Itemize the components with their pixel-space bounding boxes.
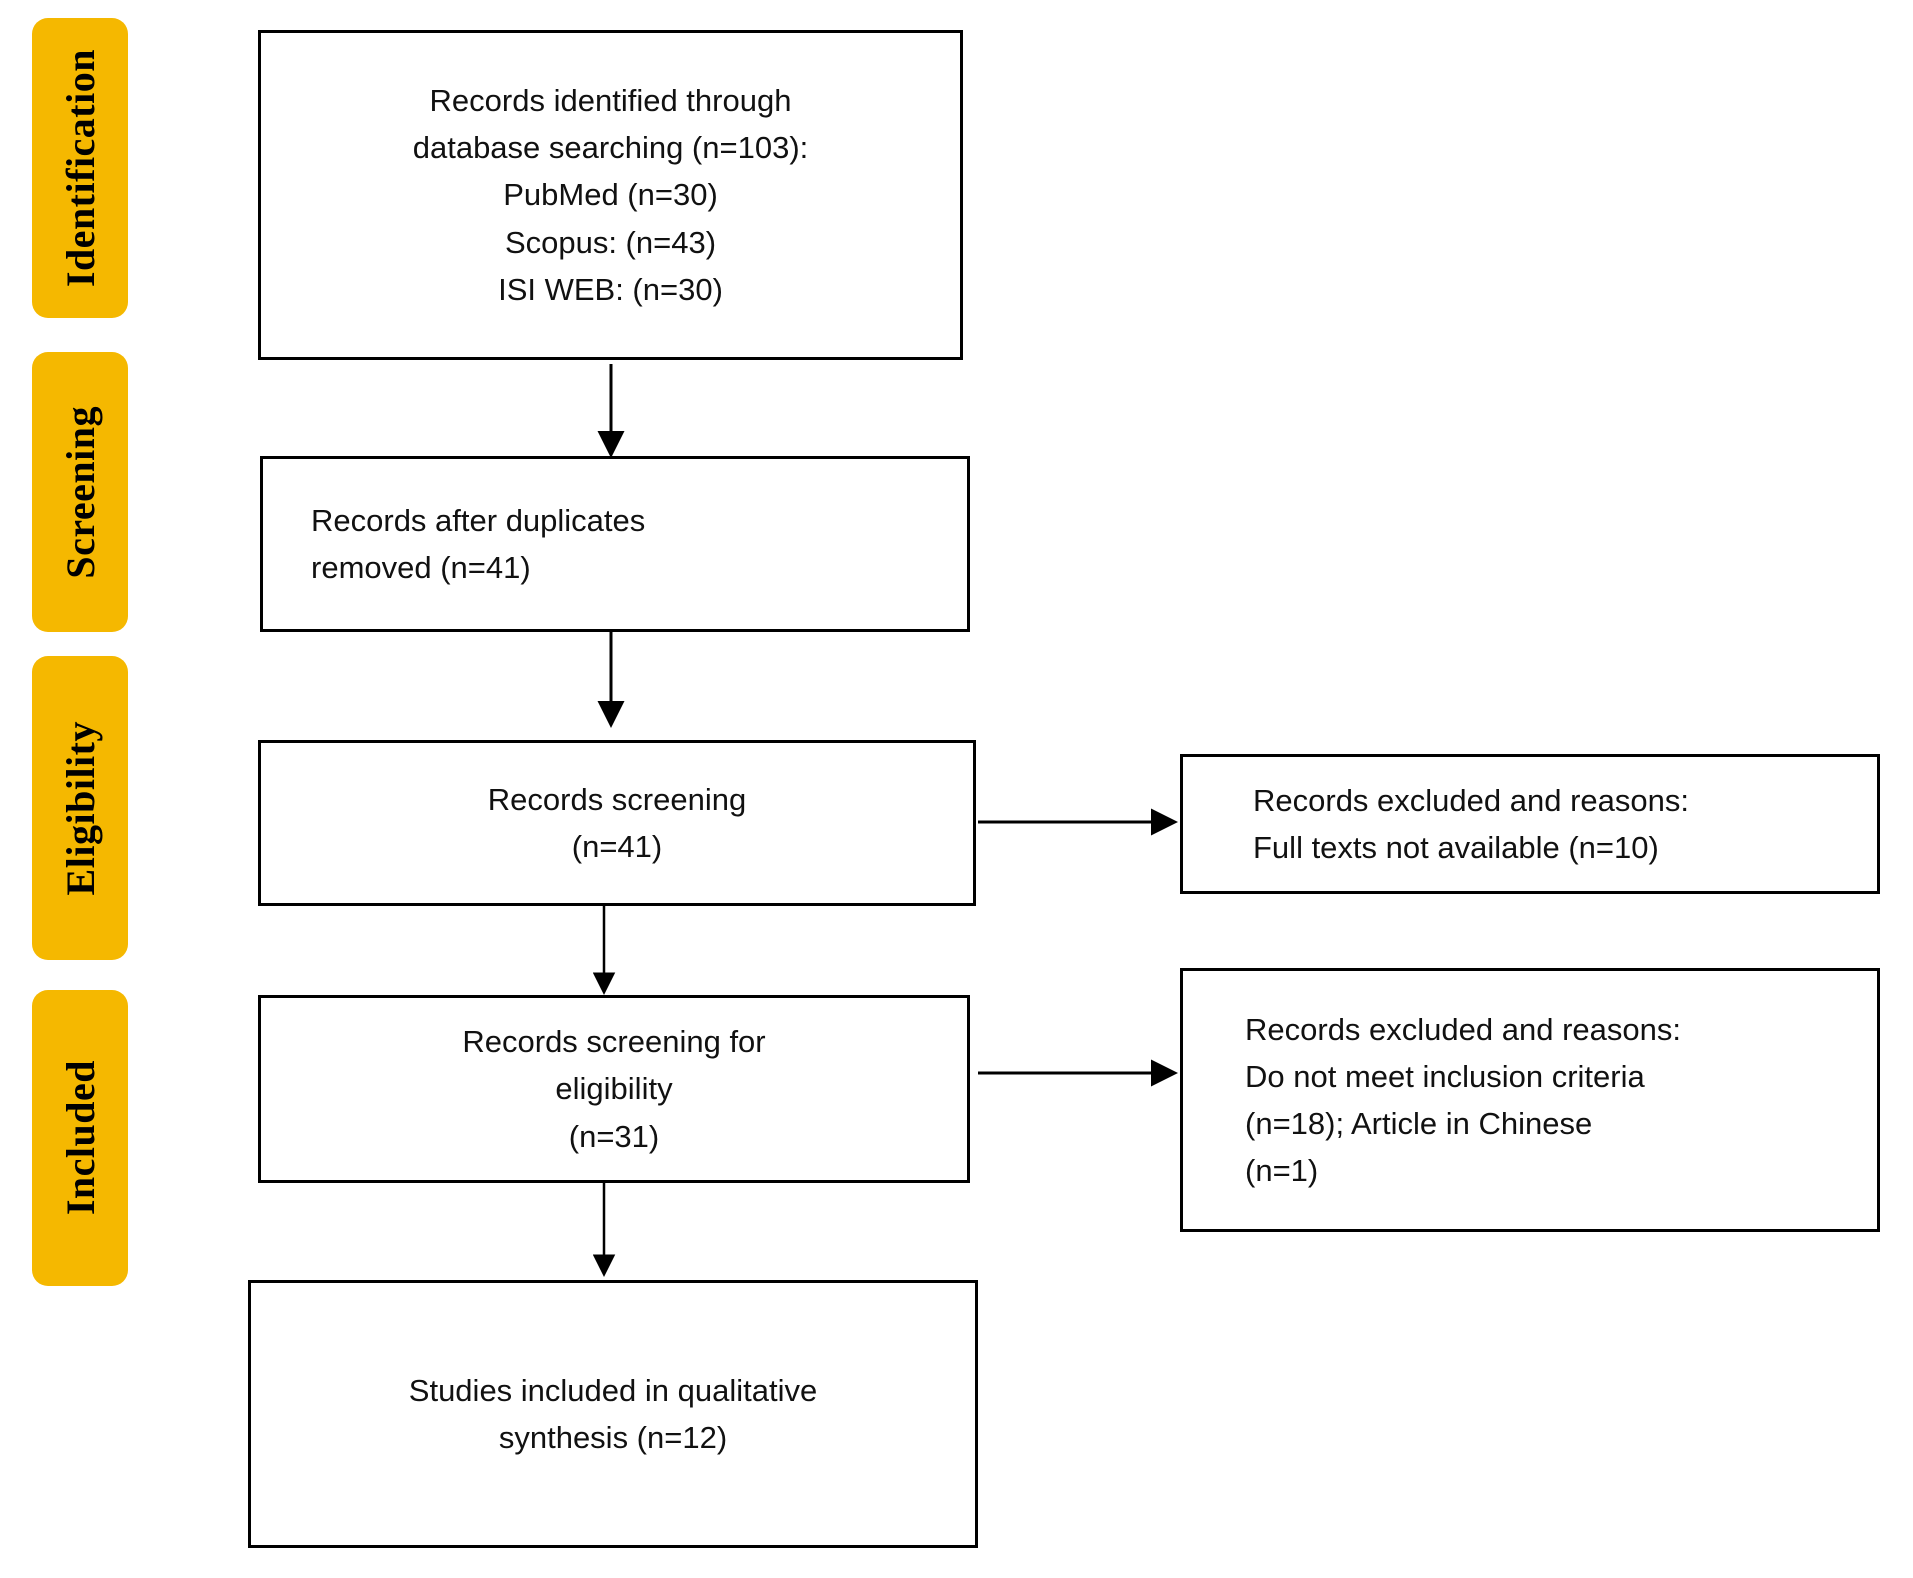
stage-label-eligibility (32, 656, 128, 960)
records-screening-line-2: (n=41) (571, 829, 663, 864)
duplicates-removed-line-1: Records after duplicates (311, 502, 646, 538)
excluded-criteria-line-4: (n=1) (1245, 1153, 1319, 1189)
excluded-criteria-line-2: Do not meet inclusion criteria (1245, 1058, 1645, 1094)
excluded-criteria-box (1180, 968, 1880, 1232)
duplicates-removed-box (260, 456, 970, 632)
identification-line-4: Scopus: (n=43) (504, 224, 717, 260)
stage-label-screening-text: Screening (57, 405, 103, 579)
eligibility-screening-line-1: Records screening for (462, 1024, 766, 1060)
eligibility-screening-box (258, 995, 970, 1183)
records-screening-box (258, 740, 976, 906)
stage-label-eligibility-text: Eligibility (57, 720, 103, 896)
included-studies-line-1: Studies included in qualitative (408, 1372, 818, 1408)
stage-label-included (32, 990, 128, 1286)
stage-label-identification (32, 18, 128, 318)
included-studies-line-2: synthesis (n=12) (498, 1420, 728, 1455)
stage-label-screening (32, 352, 128, 632)
included-studies-box (248, 1280, 978, 1548)
eligibility-screening-line-3: (n=31) (568, 1118, 660, 1154)
identification-line-2: database searching (n=103): (412, 130, 809, 166)
stage-label-included-text: Included (57, 1060, 103, 1216)
excluded-full-texts-line-2: Full texts not available (n=10) (1253, 830, 1659, 865)
identification-line-5: ISI WEB: (n=30) (498, 271, 723, 307)
excluded-criteria-line-3: (n=18); Article in Chinese (1245, 1106, 1593, 1141)
excluded-full-texts-line-1: Records excluded and reasons: (1253, 782, 1689, 818)
eligibility-screening-line-2: eligibility (555, 1071, 673, 1107)
stage-label-identification-text: Identification (57, 48, 103, 288)
identification-line-1: Records identified through (429, 83, 792, 119)
excluded-criteria-line-1: Records excluded and reasons: (1245, 1011, 1681, 1047)
identification-line-3: PubMed (n=30) (503, 177, 718, 213)
excluded-full-texts-box (1180, 754, 1880, 894)
duplicates-removed-line-2: removed (n=41) (311, 550, 531, 585)
records-screening-line-1: Records screening (487, 781, 747, 817)
identification-box (258, 30, 963, 360)
